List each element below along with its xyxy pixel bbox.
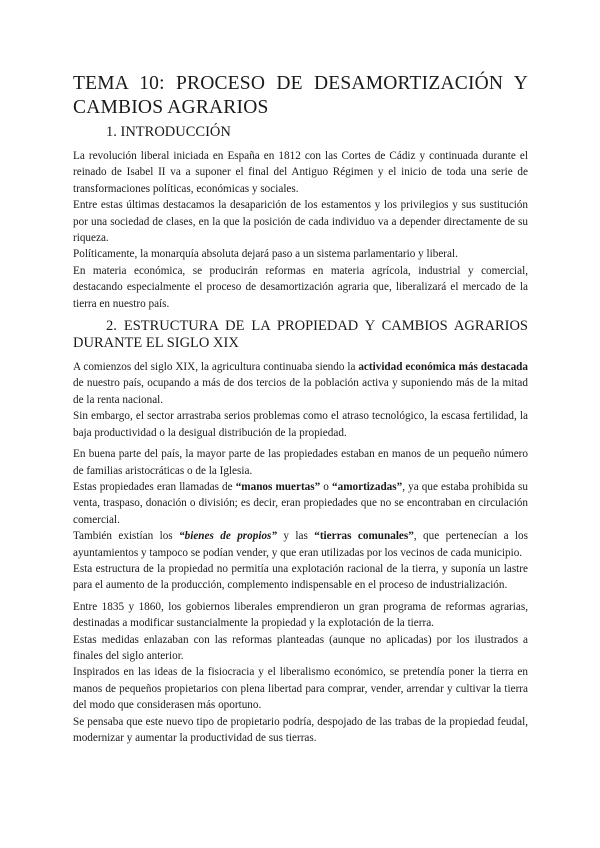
document-title	[73, 72, 528, 120]
estructura-paragraph-6: Esta estructura de la propiedad no permitía una explotación racional de la tierra, y suponía un lastre para el aumento de la producción, complemento indispensable en el proceso de industrialización.	[73, 562, 528, 592]
estructura-paragraph-3: En buena parte del país, la mayor parte de las propiedades estaban en manos de un pequeño número de familias aristocráticas o de la Iglesia.	[73, 448, 528, 477]
text-run: de nuestro país, ocupando a más de dos tercios de la población activa y suponiendo más de la mitad de la renta nacional.	[73, 377, 528, 406]
intro-paragraph-3: Políticamente, la monarquía absoluta dejará paso a un sistema parlamentario y liberal.	[73, 248, 458, 261]
emphasis-bold: actividad económica más destacada	[358, 361, 528, 374]
intro-paragraph-1: La revolución liberal iniciada en España en 1812 con las Cortes de Cádiz y continuada durante el reinado de Isabel II va a suponer el final del Antiguo Régimen y el inicio de toda una serie de transformaciones políticas, económicas y sociales.	[73, 150, 528, 195]
emphasis-bold: “tierras comunales”	[314, 530, 414, 543]
title-line-2: CAMBIOS AGRARIOS	[73, 97, 269, 118]
intro-paragraph-2: Entre estas últimas destacamos la desaparición de los estamentos y los privilegios y sus sustitución por una sociedad de clases, en la que la posición de cada individuo va a depender directamente de su riqueza.	[73, 199, 528, 245]
text-run: , ya que estaba prohibida su venta, traspaso, donación o división; es decir, eran propiedades que no se encontraban en circulación comercial.	[73, 480, 528, 526]
text-run: , que pertenecían a los ayuntamientos y tampoco se podían vender, y que eran utilizadas por los vecinos de cada municipio.	[73, 530, 528, 559]
document-page	[73, 72, 528, 746]
estructura-paragraph-5	[73, 528, 528, 561]
text-run: Estas propiedades eran llamadas de	[73, 480, 236, 493]
section-heading-introduccion: 1. INTRODUCCIÓN	[106, 124, 231, 140]
emphasis-bold-italic: “bienes de propios”	[179, 530, 277, 543]
emphasis-bold: “manos muertas”	[235, 480, 321, 493]
estructura-paragraph-1	[73, 359, 528, 408]
estructura-paragraph-9: Inspirados en las ideas de la fisiocracia y el liberalismo económico, se pretendía poner la tierra en manos de pequeños propietarios con plena libertad para comprar, vender, arrendar y cultivar la tierra del modo que considerasen más oportuno.	[73, 666, 528, 712]
estructura-paragraph-8: Estas medidas enlazaban con las reformas planteadas (aunque no aplicadas) por los ilustrados a finales del siglo anterior.	[73, 633, 528, 662]
estructura-paragraph-7: Entre 1835 y 1860, los gobiernos liberales emprendieron un gran programa de reformas agrarias, destinadas a modificar sustancialmente la propiedad y la explotación de la tierra.	[73, 600, 528, 630]
text-run: y las	[277, 530, 315, 543]
estructura-paragraph-4	[73, 479, 528, 528]
estructura-paragraph-2: Sin embargo, el sector arrastraba serios problemas como el atraso tecnológico, la escasa fertilidad, la baja productividad o la desigual distribución de la propiedad.	[73, 410, 528, 439]
text-run: También existían los	[73, 530, 180, 543]
text-run: A comienzos del siglo XIX, la agricultura continuaba siendo la	[73, 361, 359, 374]
text-run: o	[320, 480, 332, 493]
intro-paragraph-4: En materia económica, se producirán reformas en materia agrícola, industrial y comercial, destacando especialmente el proceso de desamortización agraria que, liberalizará el mercado de la tierra en nuestro país.	[73, 264, 528, 310]
estructura-paragraph-10: Se pensaba que este nuevo tipo de propietario podría, despojado de las trabas de la propiedad feudal, modernizar y aumentar la productividad de sus tierras.	[73, 715, 528, 744]
section-heading-estructura: 2. ESTRUCTURA DE LA PROPIEDAD Y CAMBIOS AGRARIOS DURANTE EL SIGLO XIX	[73, 318, 528, 352]
title-line-1: TEMA 10: PROCESO DE DESAMORTIZACIÓN Y	[73, 73, 528, 94]
emphasis-bold: “amortizadas”	[332, 480, 403, 493]
